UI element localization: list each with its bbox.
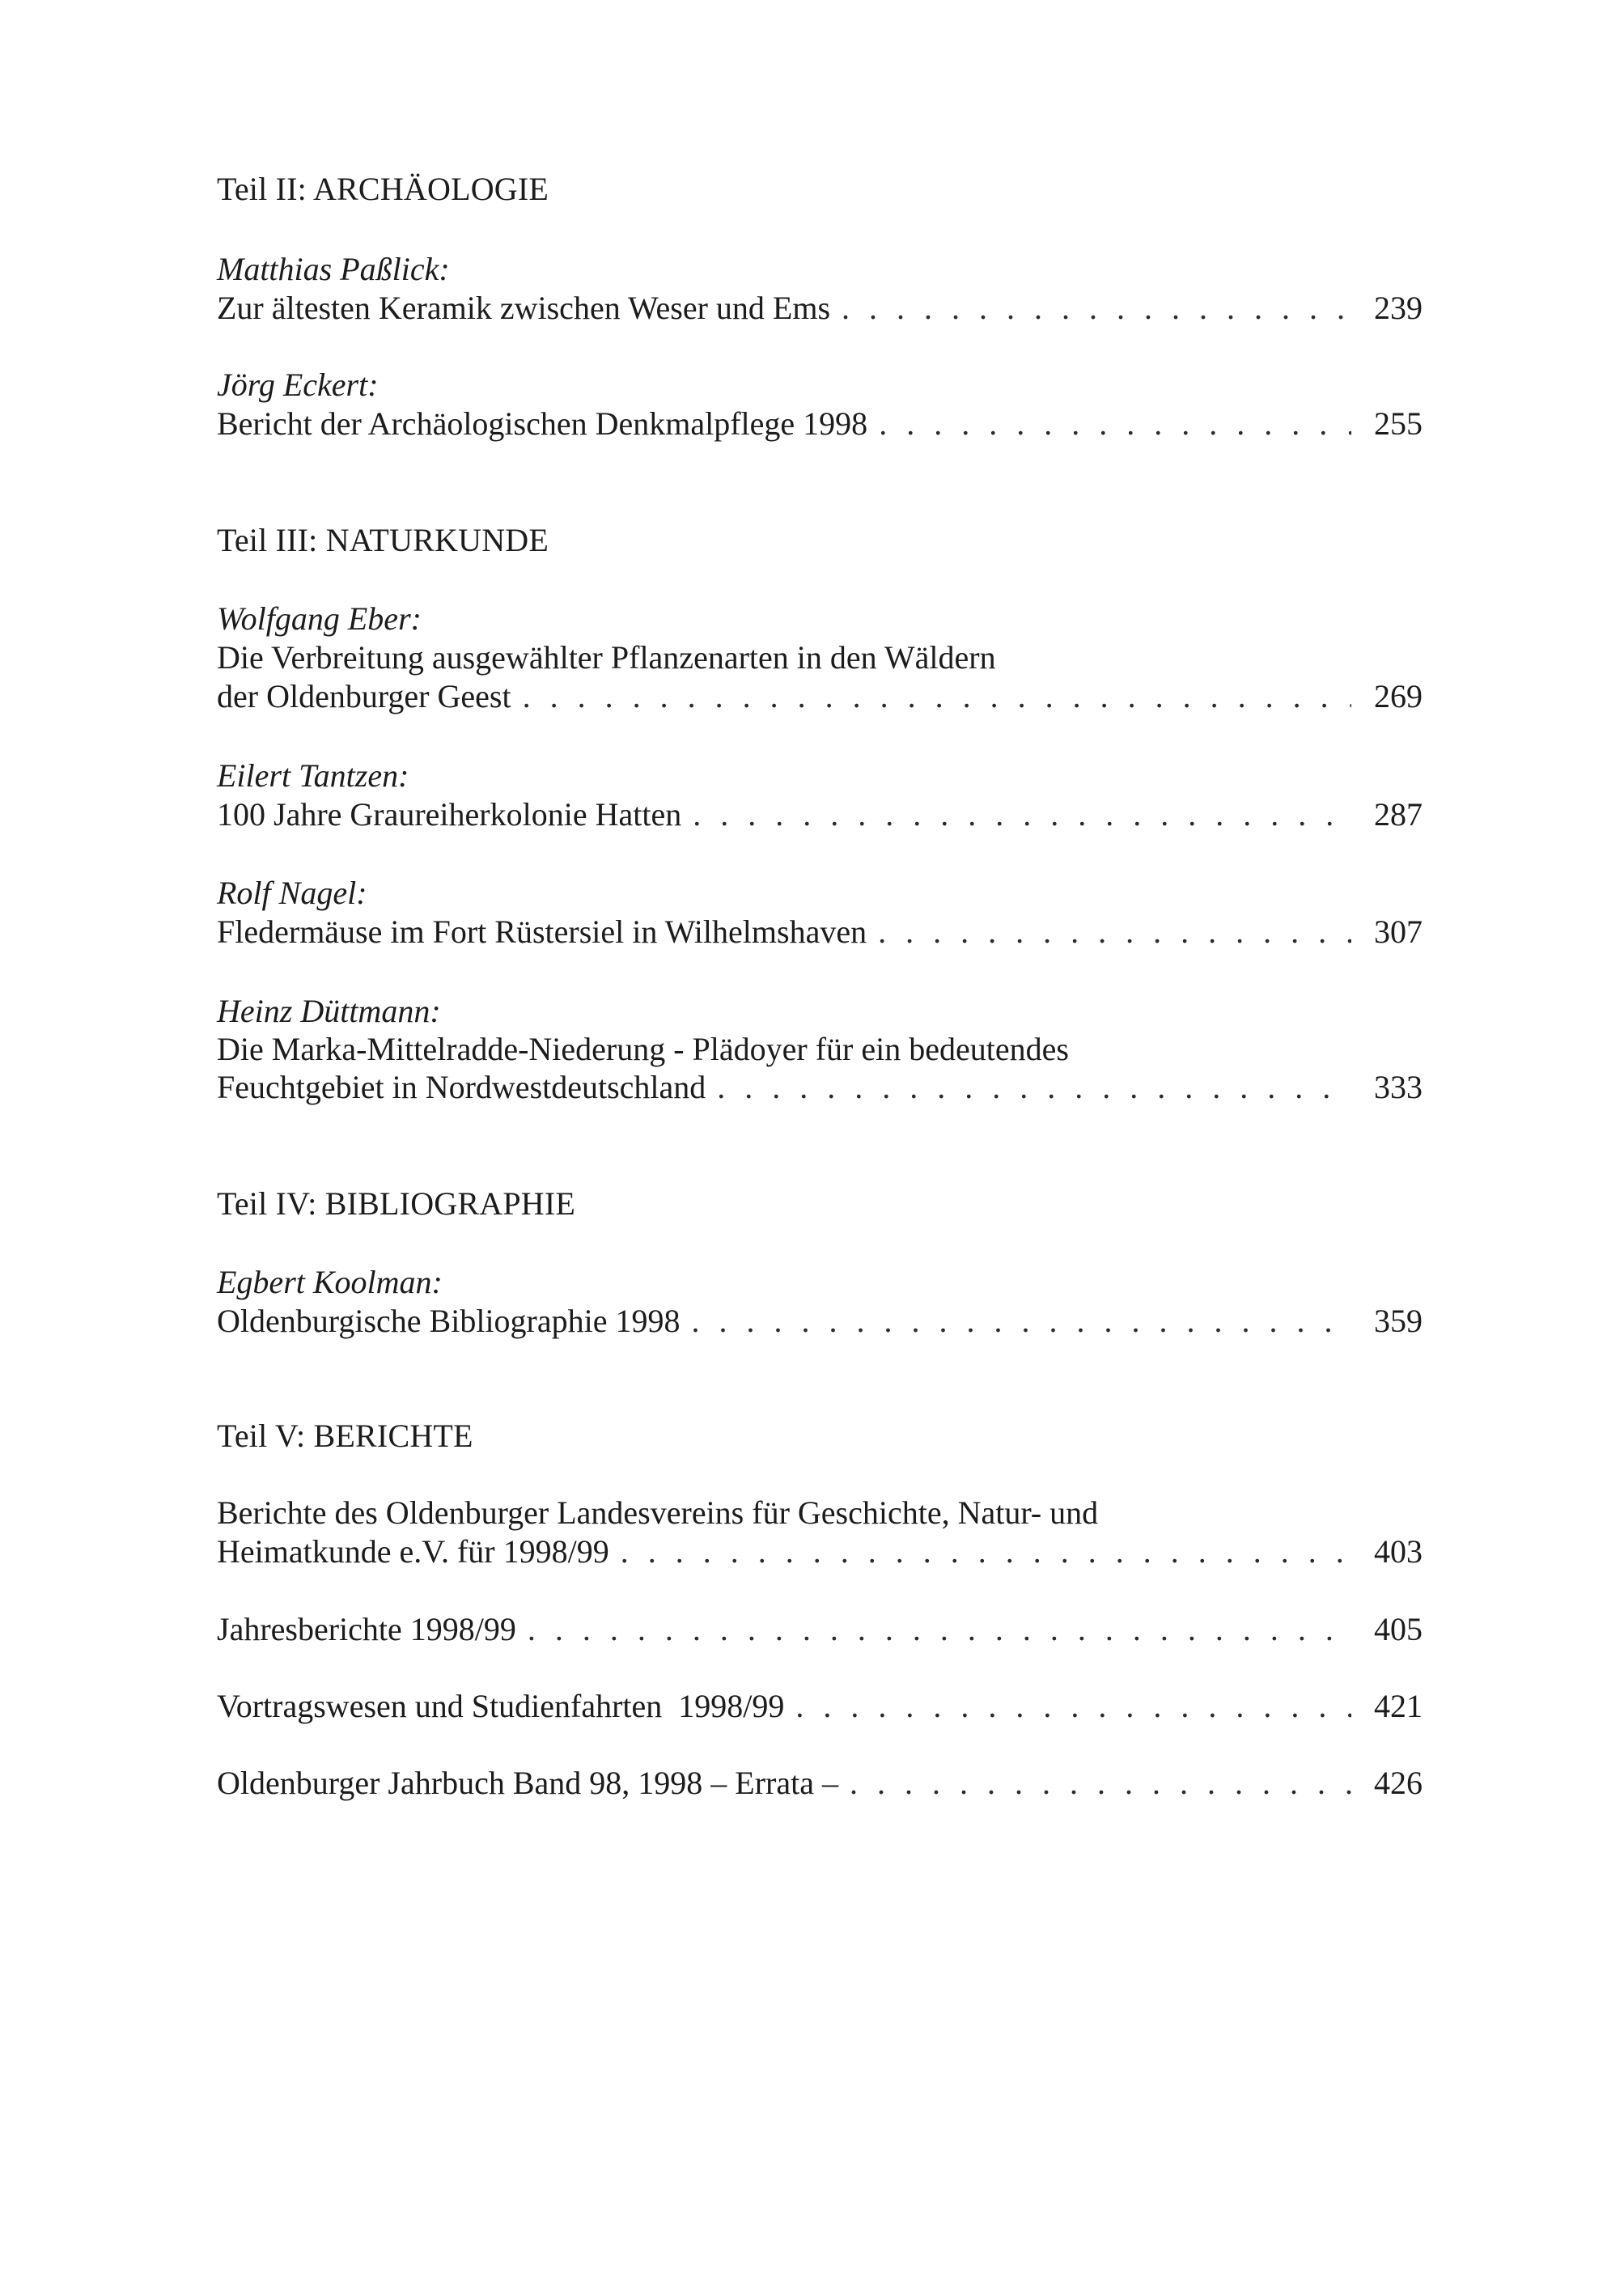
dot-leader	[621, 1532, 1351, 1571]
dot-leader	[693, 795, 1351, 834]
entry-title: Jahresberichte 1998/99	[217, 1611, 516, 1647]
section-heading: Teil II: ARCHÄOLOGIE	[217, 171, 549, 207]
toc-entry	[217, 795, 1423, 834]
entry-page-number: 403	[1374, 1533, 1423, 1570]
entry-author: Egbert Koolman:	[217, 1264, 443, 1300]
entry-title: Bericht der Archäologischen Denkmalpflege 1998	[217, 405, 868, 442]
dot-leader	[850, 1764, 1351, 1803]
entry-title: Oldenburger Jahrbuch Band 98, 1998 – Errata –	[217, 1765, 838, 1801]
dot-leader	[692, 1302, 1352, 1341]
entry-author: Jörg Eckert:	[217, 367, 379, 403]
entry-page-number: 333	[1374, 1069, 1423, 1105]
entry-title-line: Die Marka-Mittelradde-Niederung - Plädoyer für ein bedeutendes	[217, 1031, 1069, 1067]
dot-leader	[717, 1068, 1351, 1107]
section-heading: Teil V: BERICHTE	[217, 1418, 473, 1454]
entry-page-number: 426	[1374, 1765, 1423, 1801]
toc-entry	[217, 1687, 1423, 1726]
entry-page-number: 359	[1374, 1303, 1423, 1339]
dot-leader	[878, 913, 1351, 952]
toc-entry	[217, 913, 1423, 952]
toc-entry	[217, 1302, 1423, 1341]
entry-title-line: Die Verbreitung ausgewählter Pflanzenarten in den Wäldern	[217, 639, 996, 676]
toc-entry	[217, 289, 1423, 328]
toc-entry	[217, 405, 1423, 443]
toc-entry	[217, 1764, 1423, 1803]
entry-author: Wolfgang Eber:	[217, 600, 422, 637]
entry-page-number: 269	[1374, 678, 1423, 714]
toc-entry	[217, 1610, 1423, 1649]
entry-page-number: 287	[1374, 796, 1423, 833]
section-heading: Teil IV: BIBLIOGRAPHIE	[217, 1185, 576, 1222]
dot-leader	[528, 1610, 1351, 1649]
entry-title-line: Berichte des Oldenburger Landesvereins für Geschichte, Natur- und	[217, 1494, 1099, 1531]
entry-author: Heinz Düttmann:	[217, 993, 441, 1029]
toc-entry	[217, 677, 1423, 716]
entry-title: der Oldenburger Geest	[217, 678, 511, 714]
toc-entry	[217, 1532, 1423, 1571]
entry-title: Zur ältesten Keramik zwischen Weser und Ems	[217, 290, 831, 326]
section-heading: Teil III: NATURKUNDE	[217, 522, 549, 558]
entry-title: Oldenburgische Bibliographie 1998	[217, 1303, 681, 1339]
entry-page-number: 405	[1374, 1611, 1423, 1647]
entry-author: Rolf Nagel:	[217, 875, 367, 911]
entry-title: Fledermäuse im Fort Rüstersiel in Wilhelmshaven	[217, 913, 867, 950]
entry-title: Heimatkunde e.V. für 1998/99	[217, 1533, 609, 1570]
entry-page-number: 307	[1374, 913, 1423, 950]
entry-title: Vortragswesen und Studienfahrten 1998/99	[217, 1688, 785, 1724]
toc-entry	[217, 1068, 1423, 1107]
entry-author: Eilert Tantzen:	[217, 757, 409, 794]
entry-title: Feuchtgebiet in Nordwestdeutschland	[217, 1069, 706, 1105]
entry-author: Matthias Paßlick:	[217, 251, 450, 287]
dot-leader	[523, 677, 1351, 716]
dot-leader	[842, 289, 1351, 328]
entry-page-number: 421	[1374, 1688, 1423, 1724]
entry-page-number: 239	[1374, 290, 1423, 326]
dot-leader	[795, 1687, 1351, 1726]
dot-leader	[879, 405, 1351, 443]
entry-page-number: 255	[1374, 405, 1423, 442]
entry-title: 100 Jahre Graureiherkolonie Hatten	[217, 796, 682, 833]
